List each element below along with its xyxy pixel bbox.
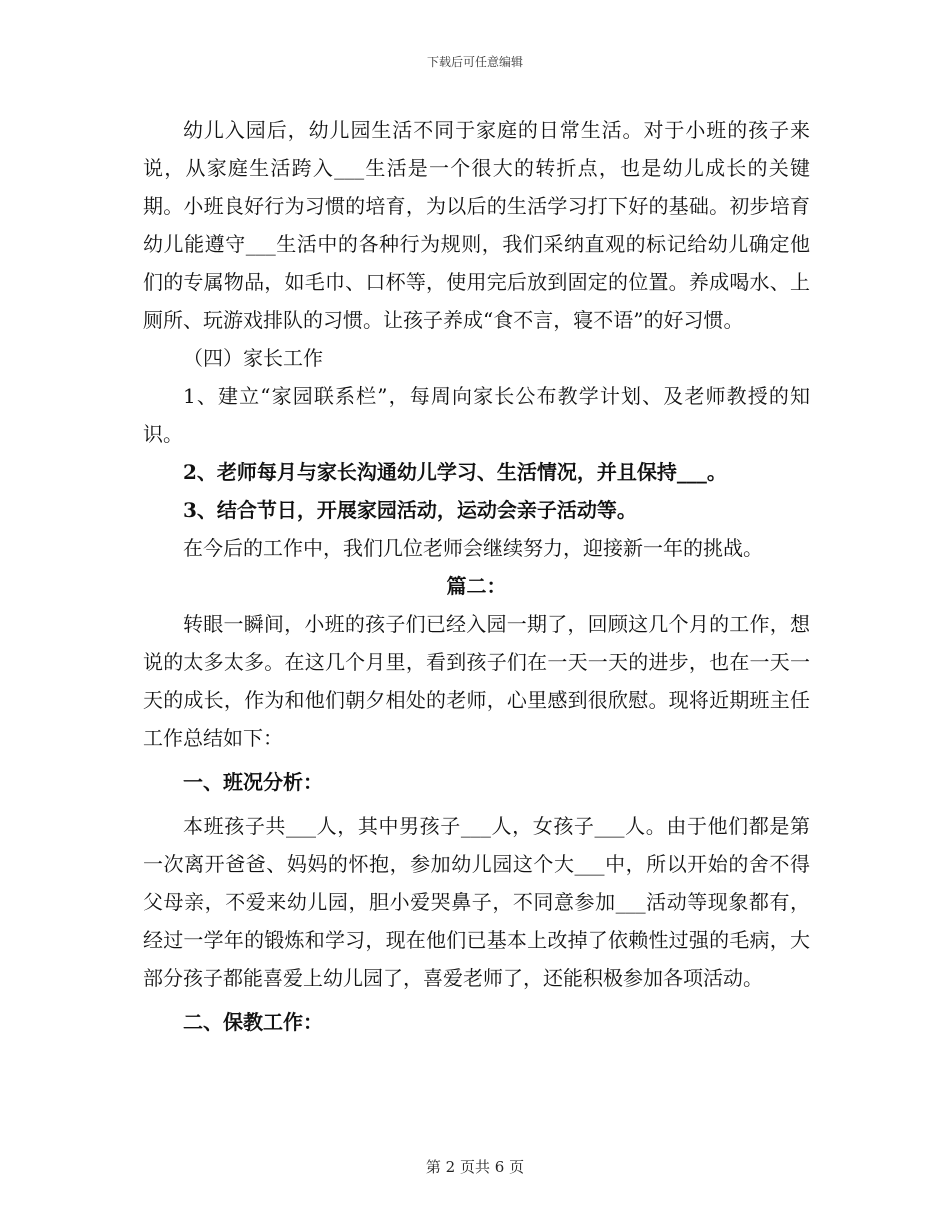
paragraph-class-analysis: 本班孩子共___人，其中男孩子___人，女孩子___人。由于他们都是第一次离开爸爸、妈妈的怀抱，参加幼儿园这个大___中，所以开始的舍不得父母亲，不爱来幼儿园，胆小爱哭鼻子，不同意参加___活动等现象都有，经过一学年的锻炼和学习，现在他们已基本上改掉了依赖性过强的毛病，大部分孩子都能喜爱上幼儿园了，喜爱老师了，还能积极参加各项活动。: [143, 814, 810, 990]
paragraph-habits: 幼儿入园后，幼儿园生活不同于家庭的日常生活。对于小班的孩子来说，从家庭生活跨入___生活是一个很大的转折点，也是幼儿成长的关键期。小班良好行为习惯的培育，为以后的生活学习打下好的基础。初步培育幼儿能遵守___生活中的各种行为规则，我们采纳直观的标记给幼儿确定他们的专属物品，如毛巾、口杯等，使用完后放到固定的位置。养成喝水、上厕所、玩游戏排队的习惯。让孩子养成“食不言，寝不语”的好习惯。: [143, 118, 810, 332]
section-heading-care: 二、保教工作：: [183, 1010, 323, 1034]
page-footer: 第 2 页共 6 页: [425, 1158, 525, 1176]
list-item-3: 3、结合节日，开展家园活动，运动会亲子活动等。: [183, 498, 637, 522]
part-title: 篇二：: [446, 574, 507, 598]
list-item-1: 1、建立“家园联系栏”，每周向家长公布教学计划、及老师教授的知识。: [143, 384, 810, 446]
section-heading-class: 一、班况分析：: [183, 770, 323, 794]
paragraph-intro: 转眼一瞬间，小班的孩子们已经入园一期了，回顾这几个月的工作，想说的太多太多。在这几个月里，看到孩子们在一天一天的进步，也在一天一天的成长，作为和他们朝夕相处的老师，心里感到很欣慰。现将近期班主任工作总结如下：: [143, 612, 810, 750]
document-body: [143, 111, 810, 1041]
list-item-2: 2、老师每月与家长沟通幼儿学习、生活情况，并且保持___。: [183, 460, 727, 484]
paragraph-closing: 在今后的工作中，我们几位老师会继续努力，迎接新一年的挑战。: [183, 536, 763, 560]
page-header: 下载后可任意编辑: [426, 55, 523, 69]
section-heading-parents: （四）家长工作: [183, 346, 323, 370]
